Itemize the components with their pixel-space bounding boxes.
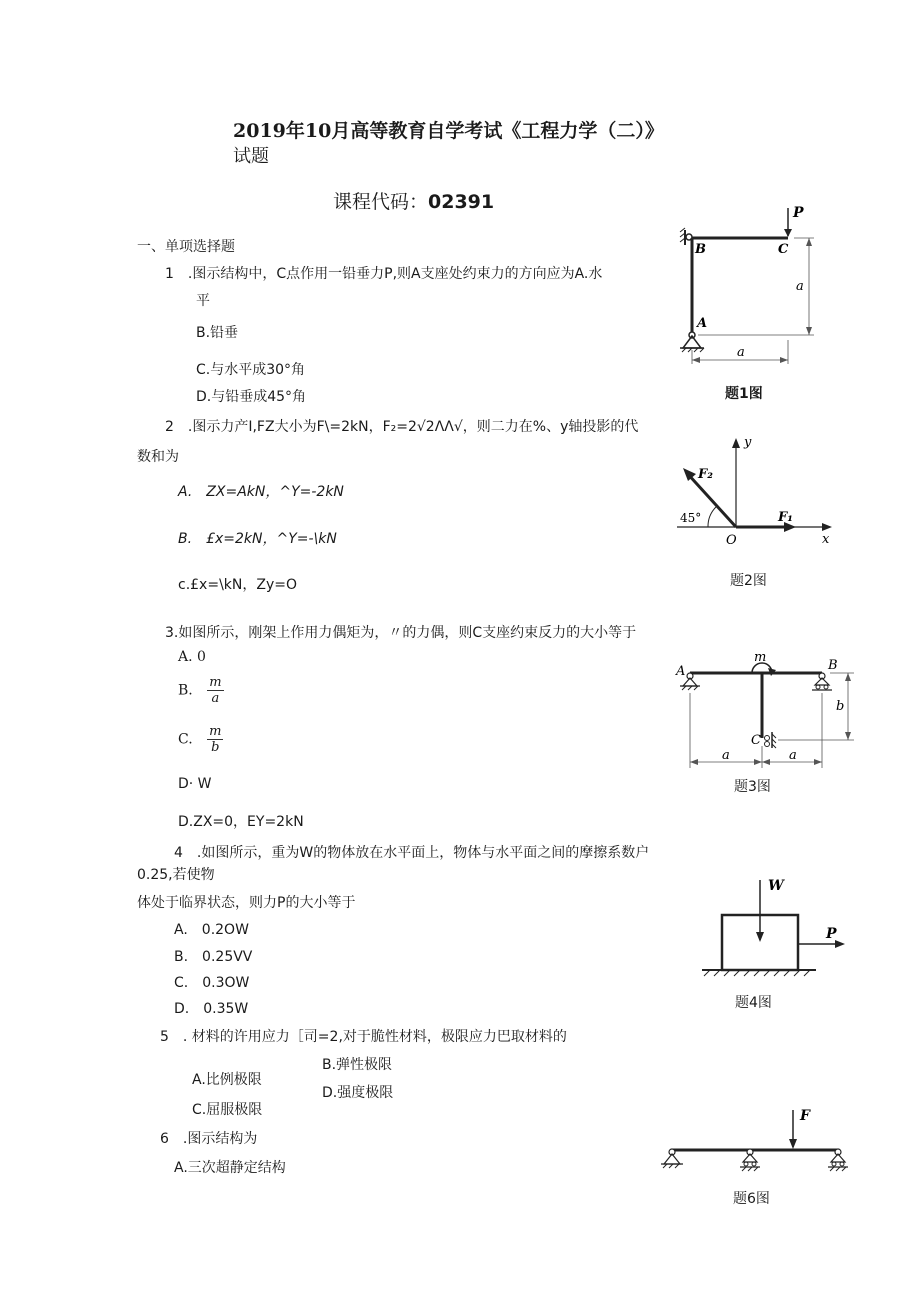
fig1-label-a: A [697,316,708,331]
fig1-label-p: P [793,205,804,221]
q2-stem: 2 .图示力产I,FZ大小为F\=2kN，F₂=2√2ΛΛ√，则二力在%、y轴投影的代 [165,419,639,435]
q5-stem: 5 . 材料的许用应力［司=2,对于脆性材料，极限应力巴取材料的 [160,1029,567,1045]
fig1-label-c: C [778,242,789,257]
q3-option-c-label: C. [178,731,193,748]
q3-option-d-alt: D.ZX=0，EY=2kN [178,814,304,830]
fig1-label-b: B [695,242,706,257]
fig3-caption: 题3图 [734,779,771,795]
q5-option-c: C.屈服极限 [192,1102,263,1118]
fig2-label-o: O [726,533,737,547]
fig2-label-angle: 45° [680,511,702,525]
fig3-label-b-support: B [828,658,838,673]
fig3-label-m: m [754,650,767,665]
fig6-label-f: F [800,1108,810,1124]
q2-option-b: B. £x=2kN，^Y=-\kN [178,531,337,547]
q3-b-denominator: a [211,691,220,706]
q4-stem-cont: 0.25,若使物 [137,867,215,883]
q3-stem: 3.如图所示，刚架上作用力偶矩为，〃的力偶，则C支座约束反力的大小等于 [165,625,637,641]
fig1-label-a-horizontal: a [737,345,745,360]
q4-option-d: D. 0.35W [174,1001,249,1017]
q4-stem: 4 .如图所示，重为W的物体放在水平面上，物体与水平面之间的摩擦系数户 [174,845,650,861]
q4-option-c: C. 0.3OW [174,975,250,991]
q2-option-c: c.£x=\kN，Zy=O [178,577,297,593]
fig2-label-x: x [822,532,830,547]
q5-option-d: D.强度极限 [322,1085,394,1101]
section-heading: 一、单项选择题 [137,239,235,255]
q1-option-d: D.与铅垂成45°角 [196,389,307,405]
q2-stem-cont: 数和为 [137,449,179,465]
q6-stem: 6 .图示结构为 [160,1131,258,1147]
exam-title-line2: 试题 [233,146,269,167]
fig3-label-a-right: a [789,748,797,763]
fig2-caption: 题2图 [730,573,767,589]
q3-option-b [178,675,224,706]
q2-option-a: A. ZX=AkN，^Y=-2kN [178,484,344,500]
figure-4 [698,872,858,982]
figure-6 [658,1102,858,1177]
q3-option-b-label: B. [178,682,193,699]
fig6-caption: 题6图 [733,1191,770,1207]
course-code [333,187,494,214]
fig3-label-b-dim: b [836,699,845,714]
fig2-label-f2: F₂ [698,467,713,482]
q1-stem-cont: 平 [196,293,210,309]
q3-option-b-fraction [207,675,223,706]
fig3-label-a-left: a [722,748,730,763]
q1-stem: 1 .图示结构中，C点作用一铅垂力P,则A支座处约束力的方向应为A.水 [165,266,603,282]
q5-option-b: B.弹性极限 [322,1057,393,1073]
q4-option-b: B. 0.25VV [174,949,253,965]
fig1-caption: 题1图 [725,386,763,402]
q4-option-a: A. 0.2OW [174,922,249,938]
fig2-label-y: y [744,435,752,450]
q1-option-c: C.与水平成30°角 [196,362,306,378]
figure-2 [672,432,842,547]
q6-option-a: A.三次超静定结构 [174,1160,286,1176]
fig4-label-p: P [826,926,837,942]
q1-option-b: B.铅垂 [196,325,239,341]
fig4-label-w: W [768,878,784,894]
figure-3 [672,648,862,773]
fig3-label-c: C [751,733,761,748]
course-code-label: 课程代码： [333,191,429,213]
fig3-label-a-support: A [676,664,686,679]
q3-c-numerator: m [209,724,222,739]
q3-option-c [178,724,223,755]
figure-1 [668,200,828,375]
q3-option-a: A. 0 [178,649,206,665]
fig4-caption: 题4图 [735,995,772,1011]
q3-b-numerator: m [209,675,222,690]
course-code-value: 02391 [428,191,495,213]
q3-option-d: D· W [178,776,212,792]
q3-option-c-fraction [207,724,223,755]
exam-title: 2019年10月高等教育自学考试《工程力学（二）》 [233,120,664,142]
q5-option-a: A.比例极限 [192,1072,262,1088]
q4-stem-cont2: 体处于临界状态，则力P的大小等于 [137,895,356,911]
q3-c-denominator: b [211,740,220,755]
fig1-label-a-vertical: a [796,279,804,294]
fig2-label-f1: F₁ [778,510,793,525]
